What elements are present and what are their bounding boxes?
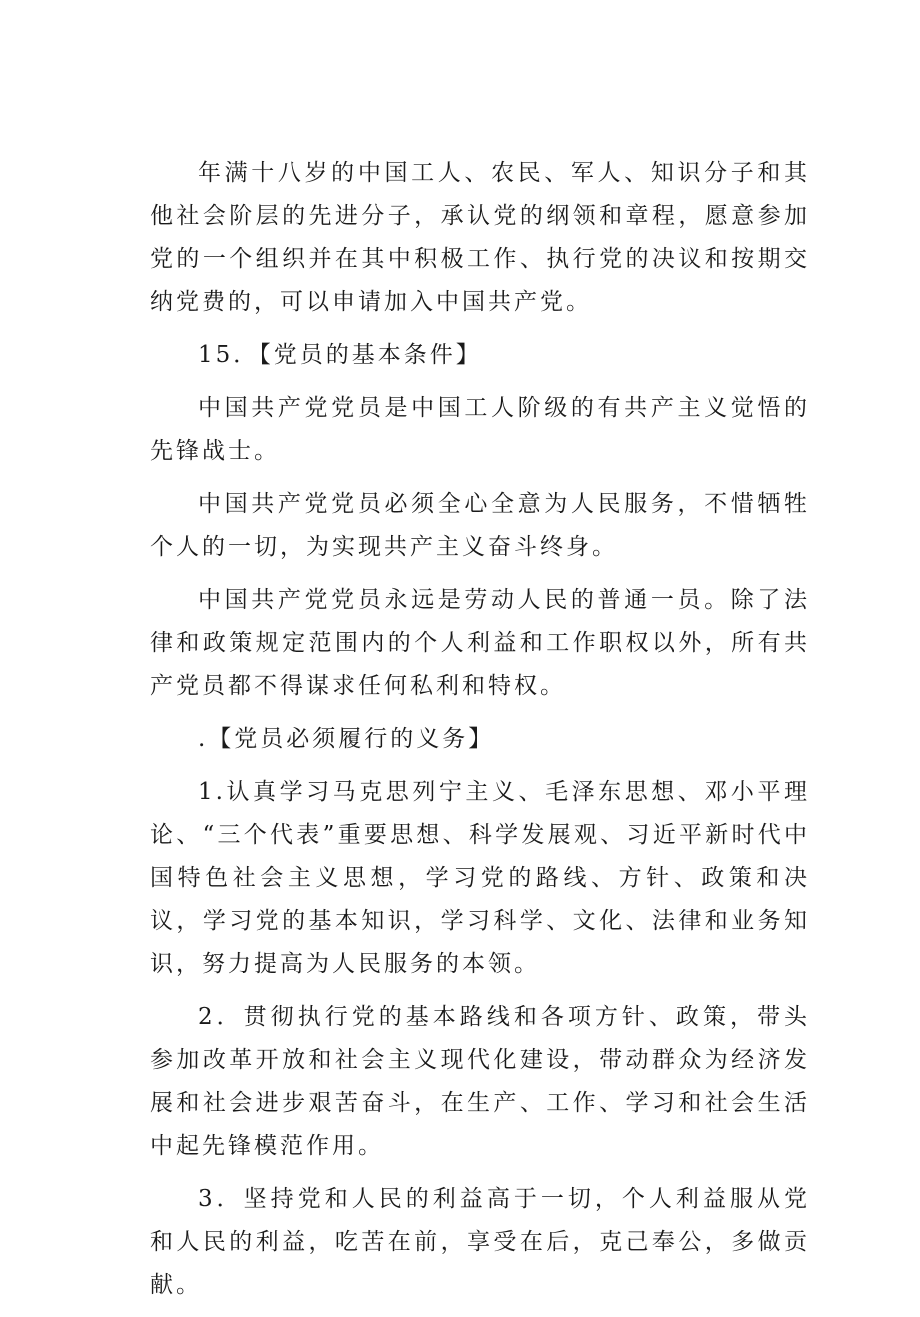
document-body: [150, 152, 810, 1317]
obligation-item-1: 1.认真学习马克思列宁主义、毛泽东思想、邓小平理论、“三个代表”重要思想、科学发展观、习近平新时代中国特色社会主义思想，学习党的路线、方针、政策和决议，学习党的基本知识，学习科学、文化、法律和业务知识，努力提高为人民服务的本领。: [150, 779, 810, 977]
section-heading-basic-conditions: 15．【党员的基本条件】: [198, 342, 482, 368]
paragraph-ordinary-member: 中国共产党党员永远是劳动人民的普通一员。除了法律和政策规定范围内的个人利益和工作职权以外，所有共产党员都不得谋求任何私利和特权。: [150, 587, 810, 699]
paragraph-eligibility: 年满十八岁的中国工人、农民、军人、知识分子和其他社会阶层的先进分子，承认党的纲领和章程，愿意参加党的一个组织并在其中积极工作、执行党的决议和按期交纳党费的，可以申请加入中国共产党。: [150, 160, 810, 315]
obligation-item-3: 3．坚持党和人民的利益高于一切，个人利益服从党和人民的利益，吃苦在前，享受在后，克己奉公，多做贡献。: [150, 1186, 810, 1298]
section-heading-obligations: .【党员必须履行的义务】: [198, 726, 495, 752]
paragraph-vanguard: 中国共产党党员是中国工人阶级的有共产主义觉悟的先锋战士。: [150, 395, 810, 464]
obligation-item-2: 2．贯彻执行党的基本路线和各项方针、政策，带头参加改革开放和社会主义现代化建设，带动群众为经济发展和社会进步艰苦奋斗，在生产、工作、学习和社会生活中起先锋模范作用。: [150, 1004, 810, 1159]
paragraph-serve-people: 中国共产党党员必须全心全意为人民服务，不惜牺牲个人的一切，为实现共产主义奋斗终身。: [150, 491, 810, 560]
